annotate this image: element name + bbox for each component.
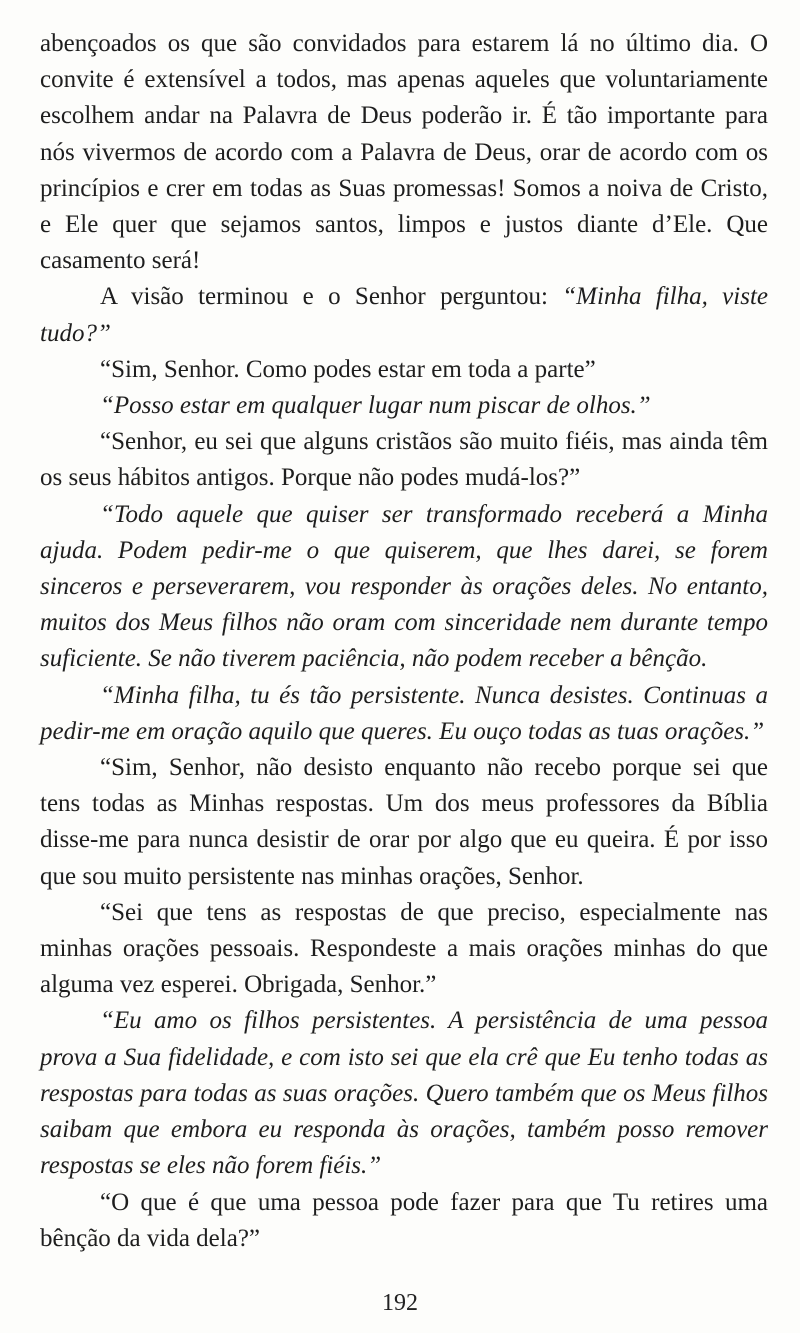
paragraph-8-text: “Sim, Senhor, não desisto enquanto não recebo porque sei que tens todas as Minhas respostas. Um dos meus professores da Bíblia disse-me para nunca desistir de orar por algo que eu queira. É por isso que sou muito persistente nas minhas orações, Senhor. bbox=[40, 754, 768, 890]
paragraph-2 bbox=[40, 279, 768, 351]
paragraph-6-italic: “Todo aquele que quiser ser transformado receberá a Minha ajuda. Podem pedir-me o que quiserem, que lhes darei, se forem sinceros e perseverarem, vou responder às orações deles. No entanto, muitos dos Meus filhos não oram com sinceridade nem durante tempo suficiente. Se não tiverem paciência, não podem receber a bênção. bbox=[40, 500, 768, 673]
paragraph-6 bbox=[40, 497, 768, 678]
paragraph-7 bbox=[40, 678, 768, 750]
body-text bbox=[40, 26, 768, 1257]
paragraph-1 bbox=[40, 26, 768, 279]
paragraph-4 bbox=[40, 388, 768, 424]
paragraph-9-text: “Sei que tens as respostas de que preciso, especialmente nas minhas orações pessoais. Respondeste a mais orações minhas do que alguma vez esperei. Obrigada, Senhor.” bbox=[40, 898, 768, 999]
paragraph-3-text: “Sim, Senhor. Como podes estar em toda a parte” bbox=[100, 355, 596, 383]
paragraph-11-text: “O que é que uma pessoa pode fazer para que Tu retires uma bênção da vida dela?” bbox=[40, 1188, 768, 1252]
paragraph-7-italic: “Minha filha, tu és tão persistente. Nunca desistes. Continuas a pedir-me em oração aquilo que queres. Eu ouço todas as tuas orações.” bbox=[40, 681, 768, 745]
paragraph-4-italic: “Posso estar em qualquer lugar num piscar de olhos.” bbox=[100, 392, 651, 420]
paragraph-5 bbox=[40, 424, 768, 496]
paragraph-10 bbox=[40, 1003, 768, 1184]
paragraph-3 bbox=[40, 352, 768, 388]
paragraph-2-italic: “Minha filha, viste tudo?” bbox=[40, 283, 768, 347]
paragraph-9 bbox=[40, 895, 768, 1004]
paragraph-1-text: abençoados os que são convidados para estarem lá no último dia. O convite é extensível a todos, mas apenas aqueles que voluntariamente escolhem andar na Palavra de Deus poderão ir. É tão importante para nós vivermos de acordo com a Palavra de Deus, orar de acordo com os princípios e crer em todas as Suas promessas! Somos a noiva de Cristo, e Ele quer que sejamos santos, limpos e justos diante d’Ele. Que casamento será! bbox=[40, 30, 768, 275]
paragraph-2-text: A visão terminou e o Senhor perguntou: bbox=[100, 283, 563, 311]
paragraph-8 bbox=[40, 750, 768, 895]
paragraph-5-text: “Senhor, eu sei que alguns cristãos são muito fiéis, mas ainda têm os seus hábitos antigos. Porque não podes mudá-los?” bbox=[40, 428, 768, 492]
page-number: 192 bbox=[382, 1290, 418, 1316]
paragraph-10-italic: “Eu amo os filhos persistentes. A persistência de uma pessoa prova a Sua fidelidade, e com isto sei que ela crê que Eu tenho todas as respostas para todas as suas orações. Quero também que os Meus filhos saibam que embora eu responda às orações, também posso remover respostas se eles não forem fiéis.” bbox=[40, 1007, 768, 1180]
paragraph-11 bbox=[40, 1185, 768, 1257]
